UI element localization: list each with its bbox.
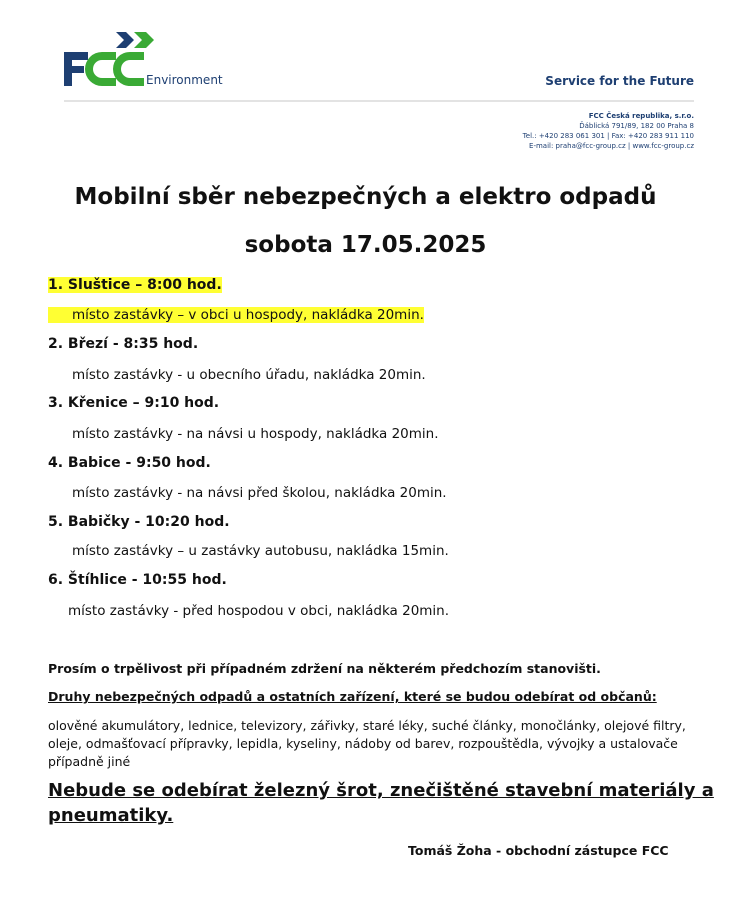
page-title: Mobilní sběr nebezpečných a elektro odpadů [74,184,657,210]
stop-3-place: místo zastávky - na návsi u hospody, nakládka 20min. [72,426,439,442]
stop-2-place: místo zastávky - u obecního úřadu, nakládka 20min. [72,367,426,383]
phone-fax: Tel.: +420 283 061 301 | Fax: +420 283 911 110 [522,132,694,140]
stop-6-place: místo zastávky - před hospodou v obci, nakládka 20min. [68,603,450,619]
event-date: sobota 17.05.2025 [244,232,487,258]
street-address: Ďáblická 791/89, 182 00 Praha 8 [579,122,694,130]
stop-6-label: 6. Štíhlice - 10:55 hod. [48,572,227,588]
signature: Tomáš Žoha - obchodní zástupce FCC [408,843,669,858]
patience-note: Prosím o trpělivost při případném zdržení na některém předchozím stanovišti. [48,661,601,676]
stop-4-place: místo zastávky - na návsi před školou, nakládka 20min. [72,485,447,501]
stop-2-label: 2. Březí - 8:35 hod. [48,336,199,352]
stop-1-place: místo zastávky – v obci u hospody, nakládka 20min. [48,306,424,325]
waste-types-heading: Druhy nebezpečných odpadů a ostatních zařízení, které se budou odebírat od občanů: [48,689,657,704]
header-divider [64,100,694,102]
not-accepted-warning: Nebude se odebírat železný šrot, znečištěné stavební materiály a pneumatiky. [48,780,714,826]
email-web: E-mail: praha@fcc-group.cz | www.fcc-group.cz [529,142,694,150]
stop-5-label: 5. Babičky - 10:20 hod. [48,514,230,530]
tagline: Service for the Future [545,74,694,88]
waste-items-list: olověné akumulátory, lednice, televizory, zářivky, staré léky, suché články, monočlánky, olejové filtry, oleje, odmašťovací přípravky, lepidla, kyseliny, nádoby od barev, rozpouštědla, vývojky a ustalovače případně jiné [48,718,686,769]
company-address [523,111,694,151]
stop-1-label: 1. Sluštice – 8:00 hod. [48,277,222,293]
stop-3-label: 3. Křenice – 9:10 hod. [48,395,220,411]
company-name: FCC Česká republika, s.r.o. [588,112,694,120]
stop-5-place: místo zastávky – u zastávky autobusu, nakládka 15min. [72,543,449,559]
environment-label: Environment [146,73,223,87]
stop-4-label: 4. Babice - 9:50 hod. [48,455,211,471]
